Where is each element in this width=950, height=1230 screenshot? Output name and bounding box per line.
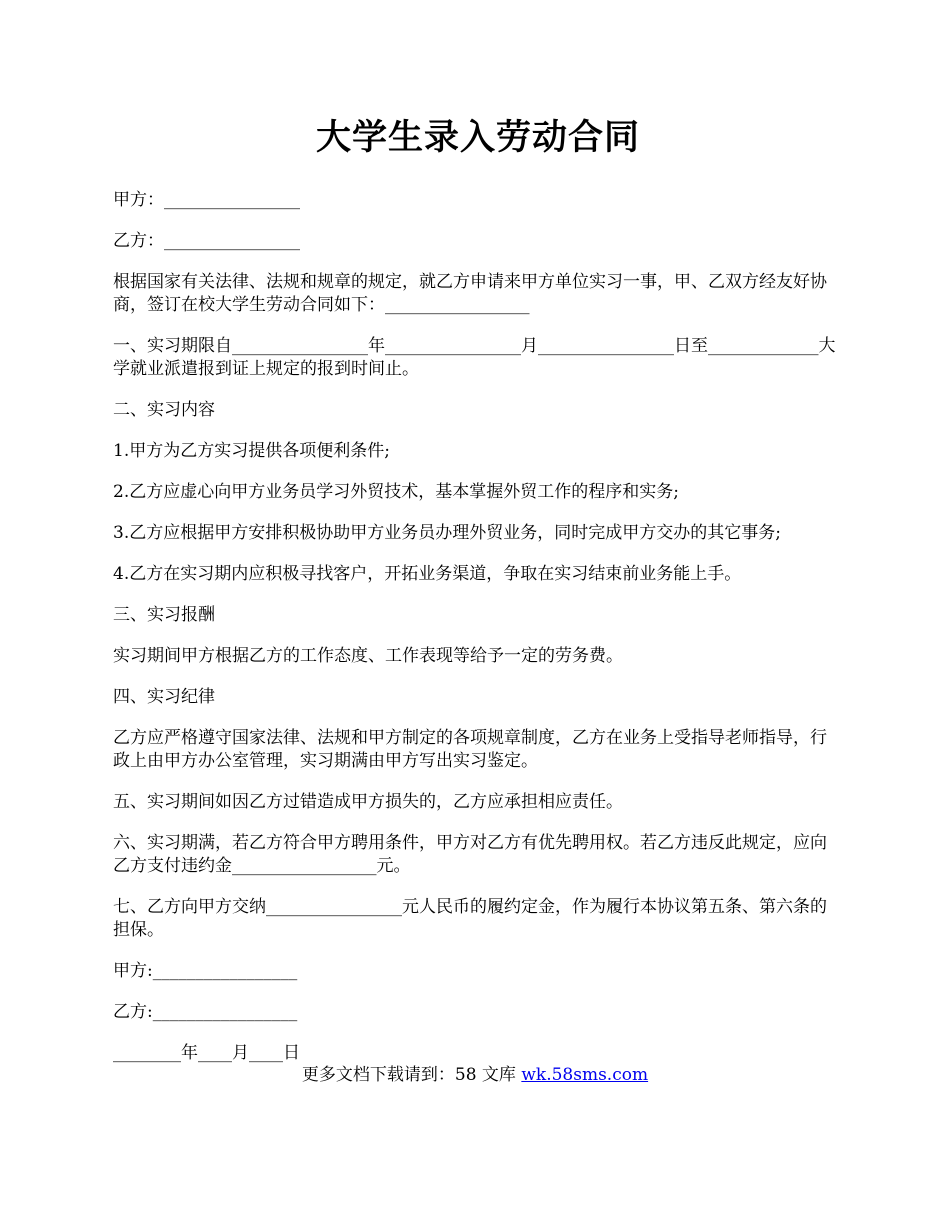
clause-2-item-3: 3.乙方应根据甲方安排积极协助甲方业务员办理外贸业务，同时完成甲方交办的其它事务; <box>113 523 781 543</box>
clause-2-heading: 二、实习内容 <box>113 400 215 420</box>
clause-2-item-4: 4.乙方在实习期内应积极寻找客户，开拓业务渠道，争取在实习结束前业务能上手。 <box>113 564 742 584</box>
footer-text: 更多文档下载请到：58 文库 <box>301 1065 522 1085</box>
clause-1-term: 一、实习期限自________________年________________月________________日至_____________大学就业派遣报到证上规定的报到时间止。 <box>113 336 836 379</box>
party-b-line: 乙方：________________ <box>113 231 300 251</box>
footer <box>0 1064 950 1087</box>
signature-party-a: 甲方:_________________ <box>113 961 298 981</box>
document-title: 大学生录入劳动合同 <box>315 117 640 158</box>
footer-link[interactable]: wk.58sms.com <box>521 1065 649 1085</box>
signature-party-b: 乙方:_________________ <box>113 1002 298 1022</box>
clause-3-heading: 三、实习报酬 <box>113 605 215 625</box>
preamble-paragraph: 根据国家有关法律、法规和规章的规定，就乙方申请来甲方单位实习一事，甲、乙双方经友好协商，签订在校大学生劳动合同如下：_________________ <box>113 272 827 315</box>
document-page <box>113 112 843 1083</box>
clause-4-heading: 四、实习纪律 <box>113 687 215 707</box>
clause-3-body: 实习期间甲方根据乙方的工作态度、工作表现等给予一定的劳务费。 <box>113 646 623 666</box>
clause-5: 五、实习期间如因乙方过错造成甲方损失的，乙方应承担相应责任。 <box>113 792 623 812</box>
clause-2-item-1: 1.甲方为乙方实习提供各项便利条件; <box>113 441 390 461</box>
clause-6: 六、实习期满，若乙方符合甲方聘用条件，甲方对乙方有优先聘用权。若乙方违反此规定，应向乙方支付违约金_________________元。 <box>113 833 827 876</box>
signature-date: ________年____月____日 <box>113 1043 300 1063</box>
clause-7: 七、乙方向甲方交纳________________元人民币的履约定金，作为履行本协议第五条、第六条的担保。 <box>113 897 827 940</box>
clause-2-item-2: 2.乙方应虚心向甲方业务员学习外贸技术，基本掌握外贸工作的程序和实务; <box>113 482 679 502</box>
party-a-line: 甲方：________________ <box>113 190 300 210</box>
clause-4-body: 乙方应严格遵守国家法律、法规和甲方制定的各项规章制度，乙方在业务上受指导老师指导，行政上由甲方办公室管理，实习期满由甲方写出实习鉴定。 <box>113 728 827 771</box>
